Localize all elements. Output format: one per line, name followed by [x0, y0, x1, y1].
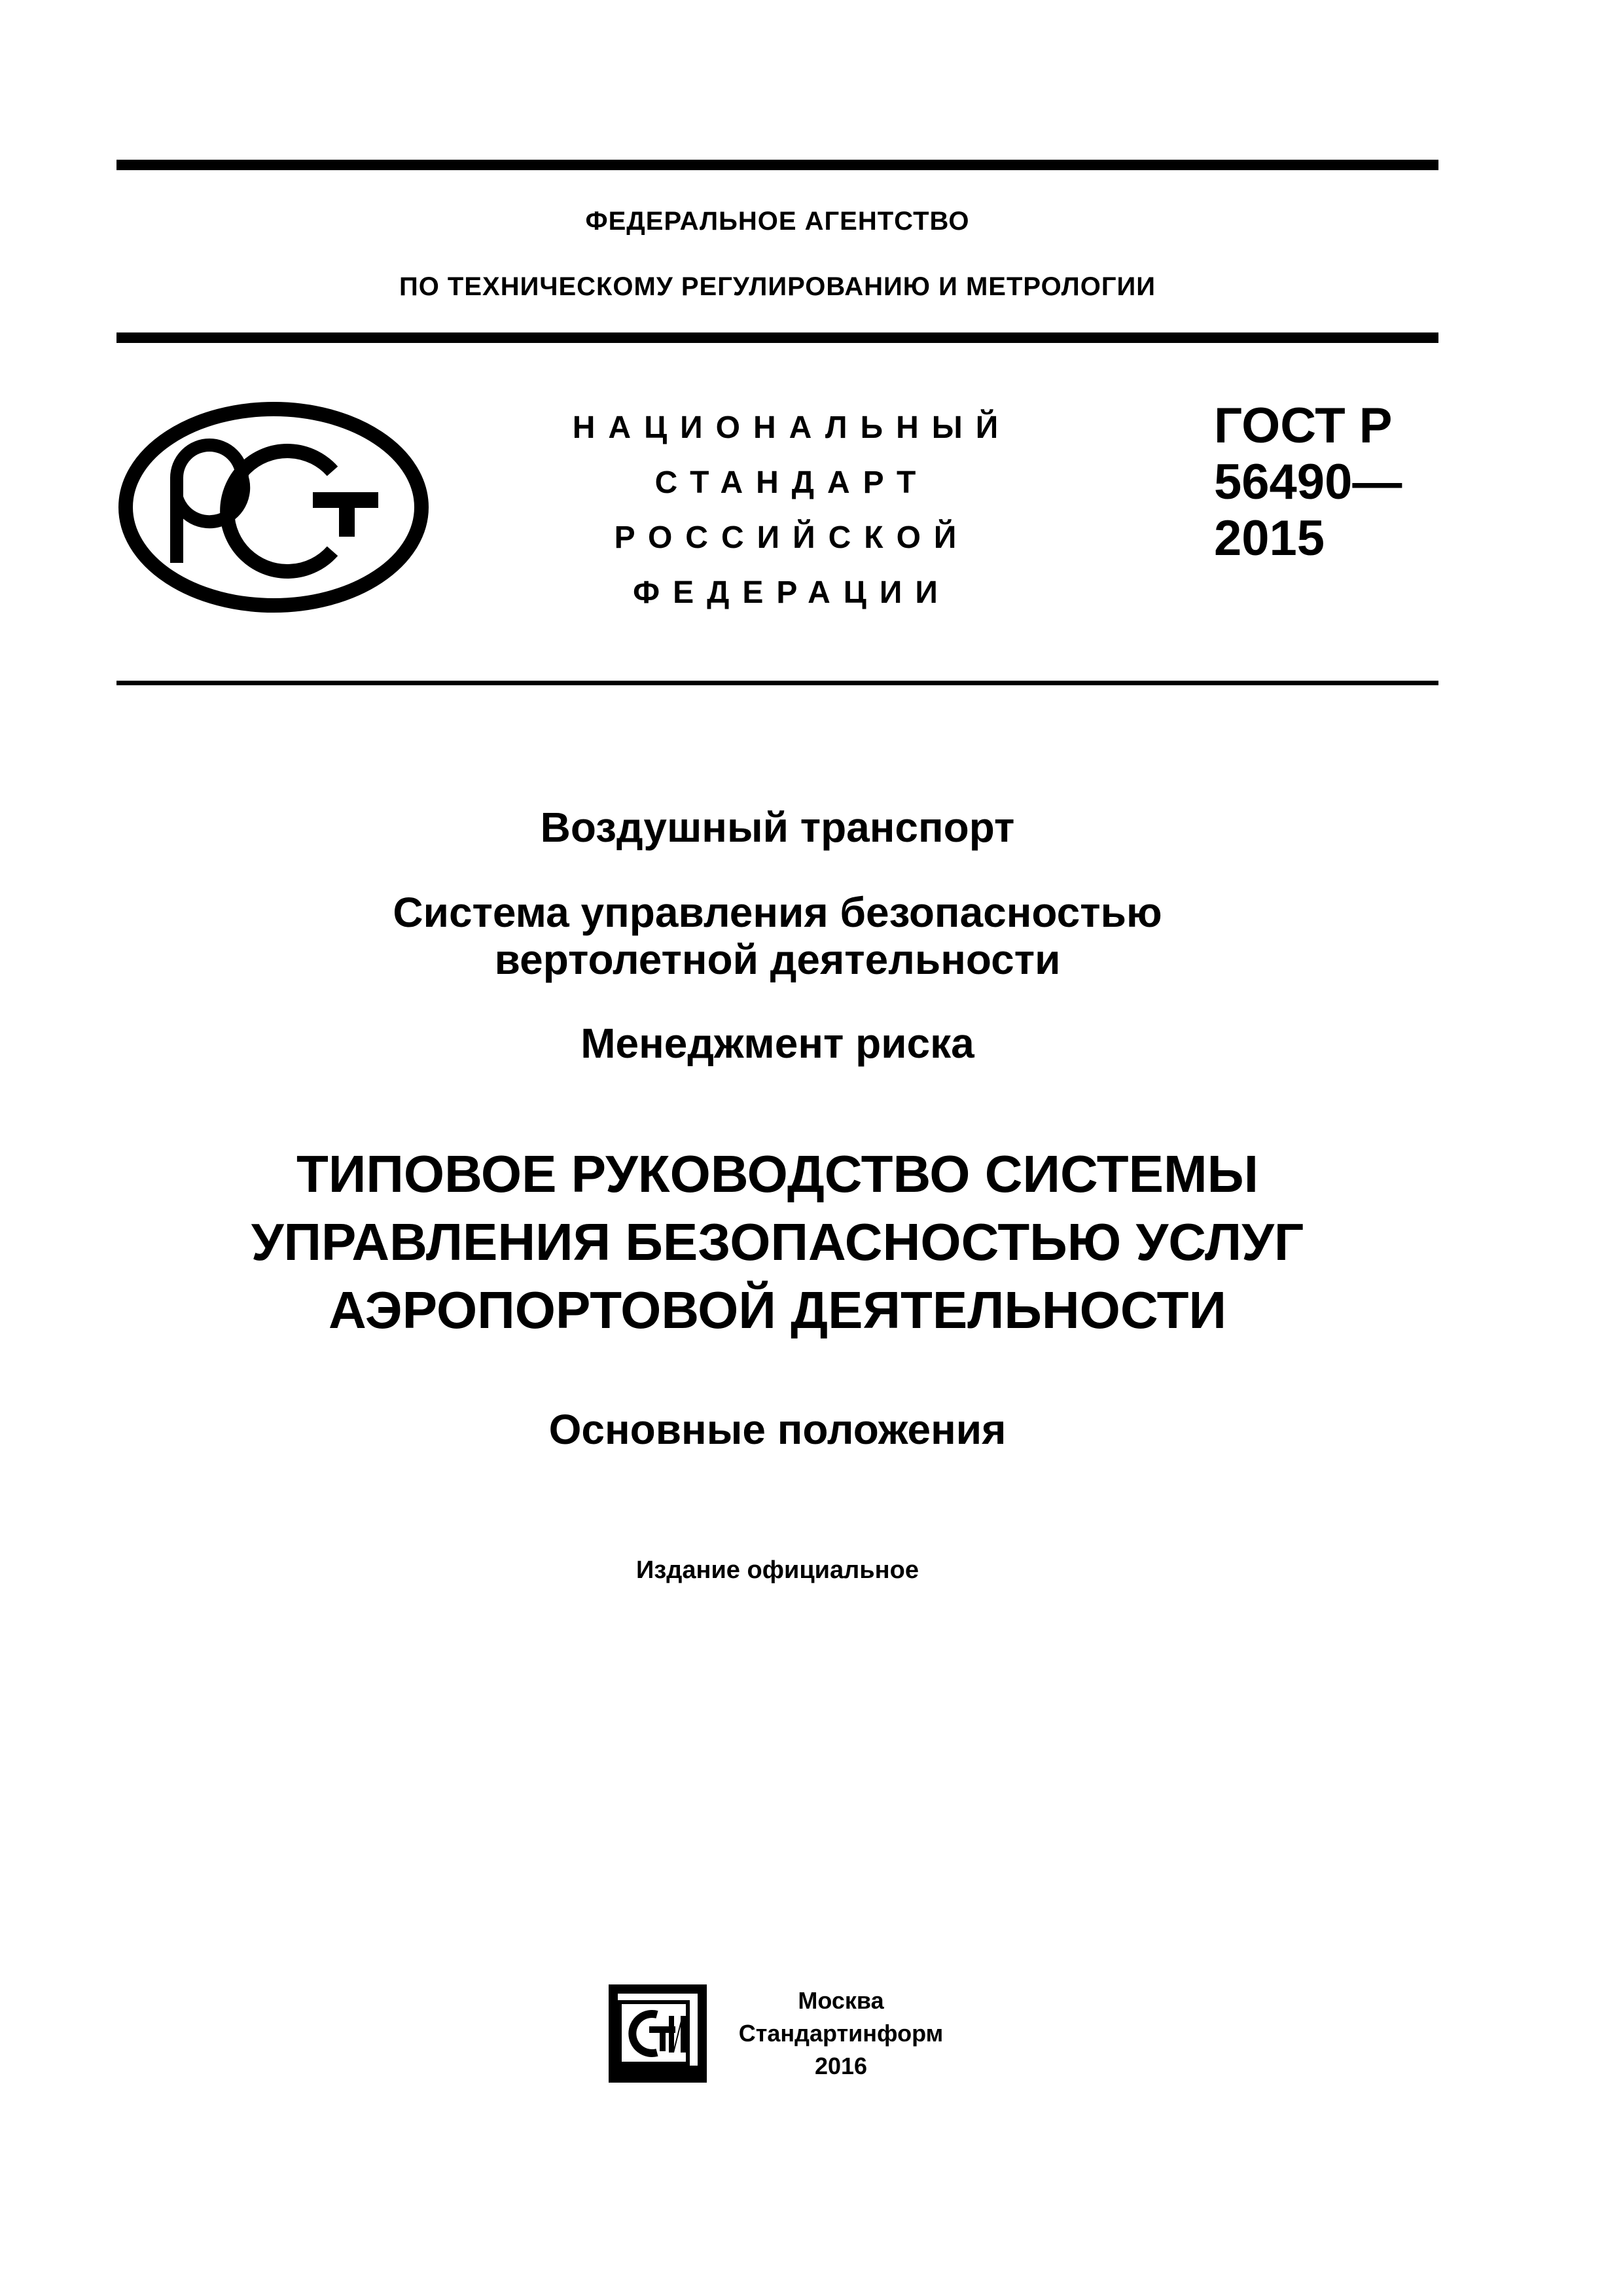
main-title-line-2: УПРАВЛЕНИЯ БЕЗОПАСНОСТЬЮ УСЛУГ — [251, 1213, 1304, 1271]
main-title-line-1: ТИПОВОЕ РУКОВОДСТВО СИСТЕМЫ — [296, 1145, 1258, 1203]
gost-number-line-3: 2015 — [1214, 511, 1325, 566]
top-rule — [116, 160, 1438, 170]
title-line-1: Воздушный транспорт — [540, 804, 1015, 851]
publisher-name: Стандартинформ — [738, 2020, 944, 2047]
rst-logo-icon — [116, 399, 431, 615]
gost-number-block — [1214, 398, 1436, 567]
standard-type-block — [563, 401, 1021, 620]
agency-name-line-2: ПО ТЕХНИЧЕСКОМУ РЕГУЛИРОВАНИЮ И МЕТРОЛОГИИ — [399, 272, 1156, 301]
standard-type-line-4: ФЕДЕРАЦИИ — [633, 575, 951, 610]
edition-label: Издание официальное — [636, 1556, 919, 1584]
title-line-4: Менеджмент риска — [580, 1020, 974, 1067]
publisher-city: Москва — [798, 1987, 884, 2014]
publisher-block — [723, 1984, 959, 2083]
title-line-3: вертолетной деятельности — [494, 936, 1061, 983]
bottom-rule — [116, 681, 1438, 685]
standard-type-line-3: РОССИЙСКОЙ — [614, 520, 970, 555]
standard-type-line-2: СТАНДАРТ — [654, 465, 929, 500]
gost-number-line-1: ГОСТ Р — [1214, 398, 1393, 454]
middle-rule — [116, 332, 1438, 343]
main-title-line-3: АЭРОПОРТОВОЙ ДЕЯТЕЛЬНОСТИ — [329, 1281, 1226, 1339]
publisher-year: 2016 — [814, 2053, 868, 2079]
gost-number-line-2: 56490— — [1214, 454, 1402, 510]
title-line-2: Система управления безопасностью — [393, 889, 1162, 936]
standard-type-line-1: НАЦИОНАЛЬНЫЙ — [572, 410, 1012, 445]
title-line-5: Основные положения — [548, 1406, 1007, 1453]
agency-name-line-1: ФЕДЕРАЛЬНОЕ АГЕНТСТВО — [585, 207, 970, 236]
standartinform-logo-icon — [609, 1984, 707, 2083]
